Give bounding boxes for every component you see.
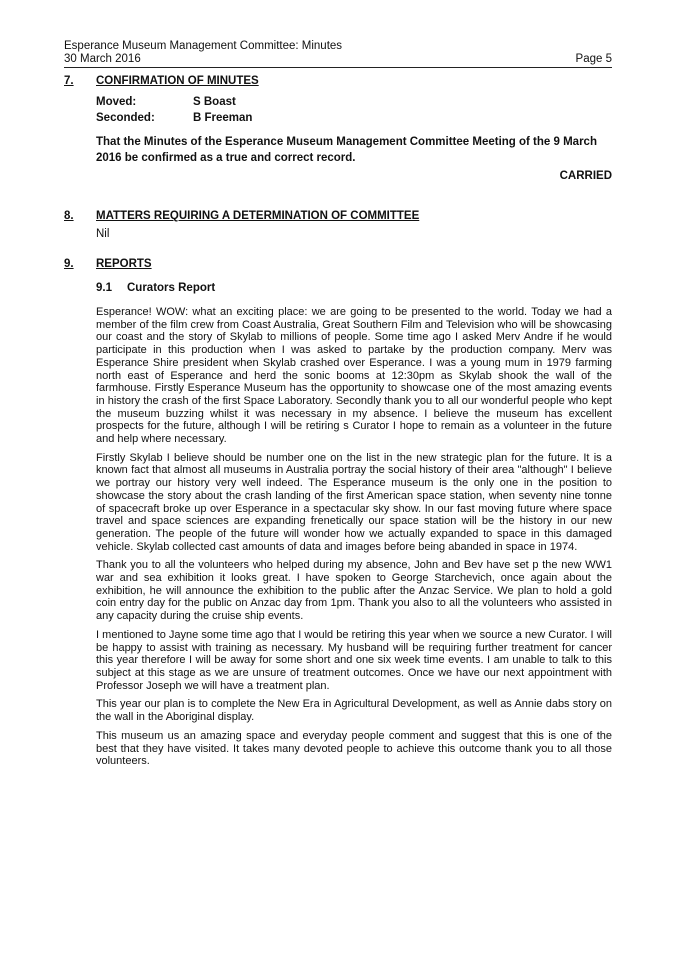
section-heading xyxy=(64,258,612,270)
section-title: CONFIRMATION OF MINUTES xyxy=(96,75,259,87)
section-number: 7. xyxy=(64,75,74,87)
section-matters-requiring-determination xyxy=(64,210,612,240)
carried-label: CARRIED xyxy=(559,170,612,182)
section-title: REPORTS xyxy=(96,258,152,270)
section-confirmation-of-minutes xyxy=(64,75,612,184)
report-paragraph: I mentioned to Jayne some time ago that I would be retiring this year when we source a new Curator. I will be happy to assist with training as necessary. My husband will be requiring further treatment for cancer this year therefore I will be away for some short and one six week time events. I am unable to talk to this subject at this stage as we are unsure of treatment outcomes. Once we have our next appointment with Professor Joseph we will have a treatment plan. xyxy=(96,628,612,692)
section-heading xyxy=(64,75,612,87)
section-reports xyxy=(64,258,612,774)
meeting-date: 30 March 2016 xyxy=(64,53,141,65)
report-paragraph: This year our plan is to complete the New Era in Agricultural Development, as well as Annie dabs story on the wall in the Aboriginal display. xyxy=(96,698,612,724)
subsection-heading xyxy=(96,282,612,294)
nil-text: Nil xyxy=(96,228,110,240)
page-header xyxy=(64,40,612,68)
subsection-title: Curators Report xyxy=(127,282,216,294)
document-title: Esperance Museum Management Committee: Minutes xyxy=(64,40,343,52)
subsection-number: 9.1 xyxy=(96,282,112,294)
report-paragraph: This museum us an amazing space and everyday people comment and suggest that this is one of the best that they have visited. It takes many devoted people to achieve this outcome thank you to all those volunteers. xyxy=(96,729,612,768)
page-number: Page 5 xyxy=(575,53,612,65)
seconded-label: Seconded: xyxy=(96,112,155,124)
report-paragraph: Esperance! WOW: what an exciting place: we are going to be presented to the world. Today we had a member of the film crew from Coast Australia, Great Southern Film and Television who will be showcasing our coast and the story of Skylab to millions of people. Some time ago I asked Merv Andre if he would participate in this production when I was asked to partake by the production company. Merv was Esperance Shire president when Skylab crashed over Esperance. I was a young mum in 1979 farming north east of Esperance and herd the sonic booms at 12:30pm as Skylab shook the wall of the farmhouse. Firstly Esperance Museum has the opportunity to showcase one of the most amazing events in history the crash of the first Space Laboratory. Secondly thank you to all our wonderful people who kept the museum buzzing whilst it was necessary in my absence. I believe the museum has excellent prospects for the future, although I will be retiring s Curator I hope to remain as a volunteer in the future and help where necessary. xyxy=(96,306,612,446)
curators-report xyxy=(96,306,612,768)
moved-value: S Boast xyxy=(193,96,236,108)
section-number: 9. xyxy=(64,258,74,270)
section-body xyxy=(96,228,612,240)
report-paragraph: Firstly Skylab I believe should be number one on the list in the new strategic plan for the future. It is a known fact that almost all museums in Australia portray the social history of their area "although" I believe we portray our history very well indeed. The Esperance museum is the only one in the position to showcase the story about the crash landing of the first American space station, when seventy nine tonne of spacecraft broke up over Esperance in a spectacular sky show. In our fast moving future where space travel and space sciences are expanding frenetically our space station will be the history in our new generation. The people of the future will wonder how we actually expanded to space in this damaged vehicle. Skylab collected cast amounts of data and images before being abanded in space in 1974. xyxy=(96,451,612,553)
section-body xyxy=(96,282,612,768)
seconded-row xyxy=(96,110,612,126)
header-row xyxy=(64,53,612,68)
section-title: MATTERS REQUIRING A DETERMINATION OF COMMITTEE xyxy=(96,210,420,222)
resolution-text: That the Minutes of the Esperance Museum Management Committee Meeting of the 9 March 2016 be confirmed as a true and correct record. xyxy=(96,136,597,164)
seconded-value: B Freeman xyxy=(193,112,253,124)
section-number: 8. xyxy=(64,210,74,222)
section-heading xyxy=(64,210,612,222)
moved-label: Moved: xyxy=(96,96,137,108)
report-paragraph: Thank you to all the volunteers who helped during my absence, John and Bev have set p the new WW1 war and sea exhibition it looks great. I have spoken to George Starchevich, once again about the exhibition, he will announce the exhibition to the public after the Anzac Service. We plan to hold a gold coin entry day for the public on Anzac day from 1pm. Thank you also to all the volunteers who assisted in any capacity during the cruise ship events. xyxy=(96,559,612,623)
section-body xyxy=(96,94,612,184)
moved-row xyxy=(96,94,612,110)
